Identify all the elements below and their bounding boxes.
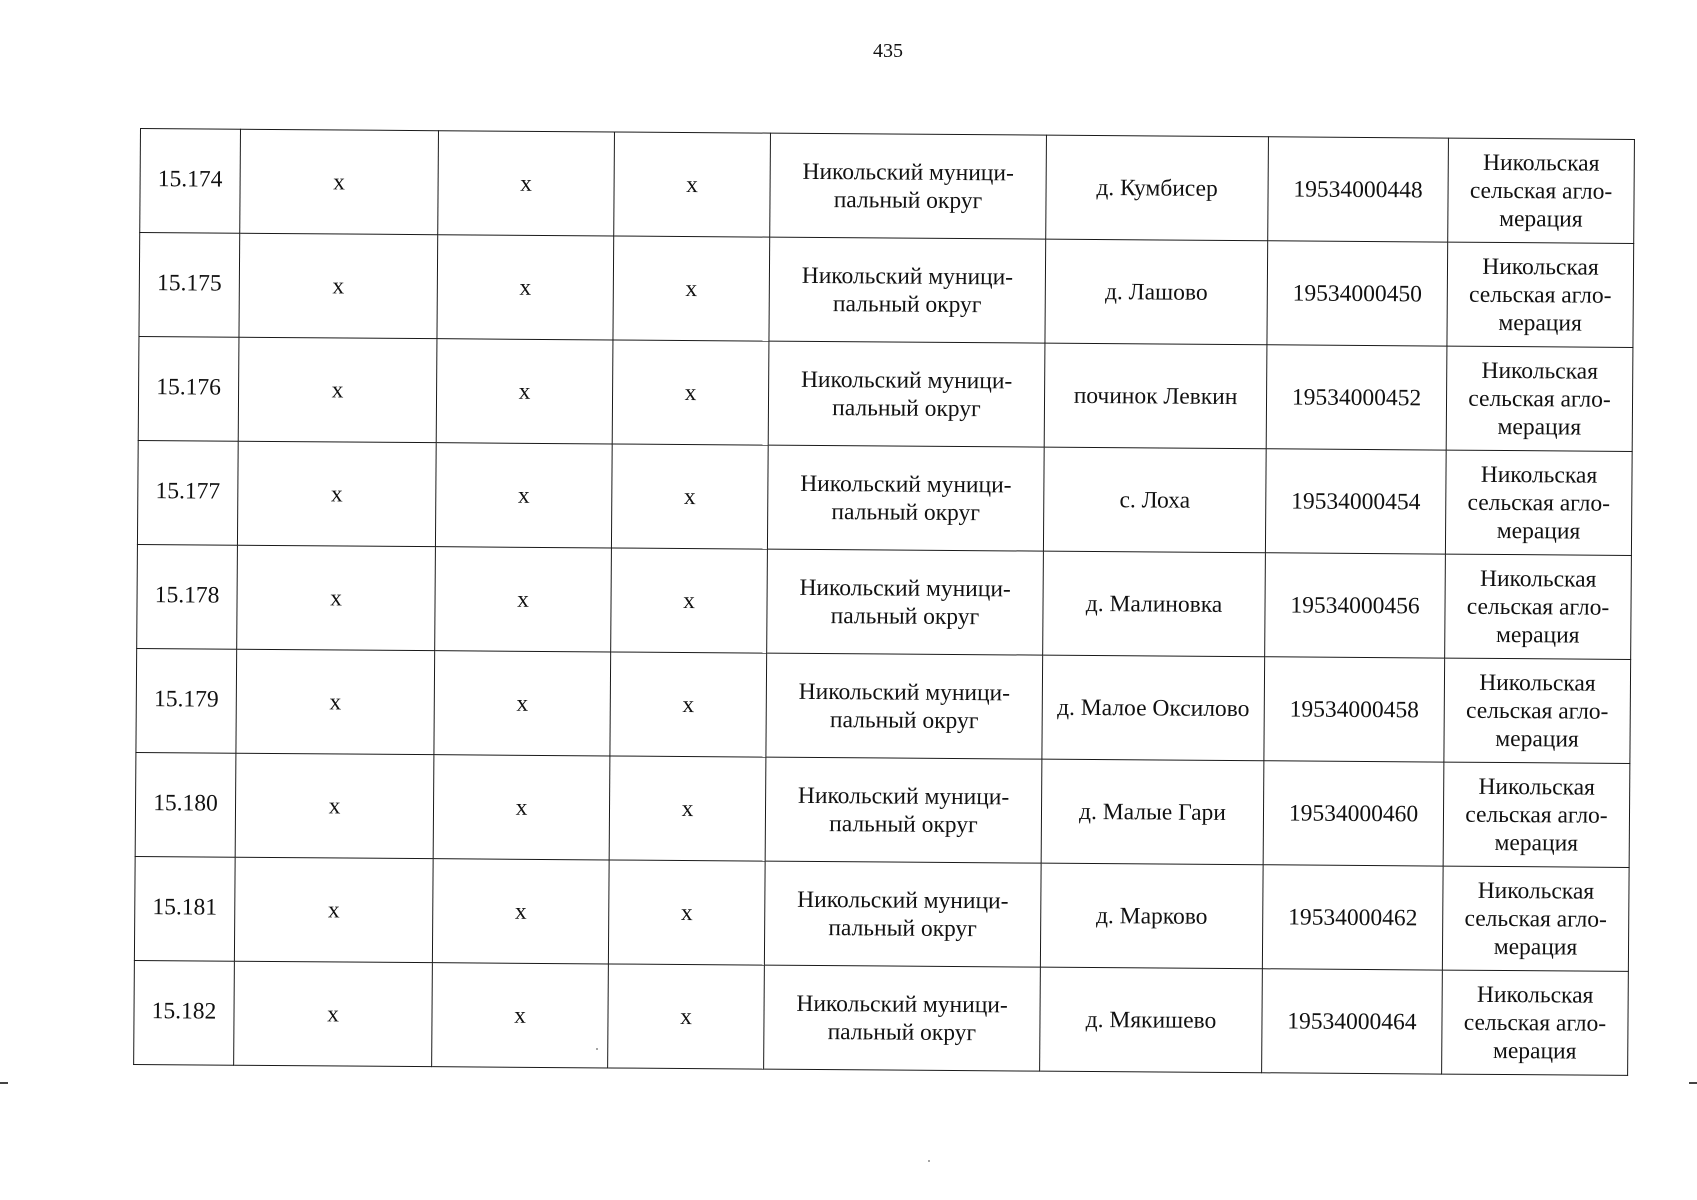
agglomeration-cell: Никольская сельская агло- мерация — [1444, 658, 1631, 763]
table-row — [134, 960, 1629, 1075]
district-cell: Никольский муници- пальный округ — [765, 757, 1042, 863]
settlement-cell: д. Кумбисер — [1046, 135, 1269, 241]
x-cell: х — [611, 548, 768, 653]
district-cell: Никольский муници- пальный округ — [768, 341, 1045, 447]
table-row — [140, 129, 1635, 244]
table-row — [134, 856, 1629, 971]
agglomeration-cell: Никольская сельская агло- мерация — [1442, 866, 1629, 971]
table-container — [133, 128, 1634, 1076]
x-cell: х — [236, 649, 435, 754]
code-cell: 19534000448 — [1268, 137, 1449, 242]
settlement-cell: с. Лоха — [1043, 447, 1266, 553]
row-number-cell: 15.175 — [139, 233, 240, 338]
code-cell: 19534000454 — [1265, 449, 1446, 554]
code-cell: 19534000458 — [1264, 657, 1445, 762]
code-cell: 19534000452 — [1266, 345, 1447, 450]
x-cell: х — [436, 339, 613, 444]
x-cell: х — [609, 756, 766, 861]
scan-speck — [596, 1048, 598, 1050]
settlement-cell: д. Малиновка — [1043, 551, 1266, 657]
agglomeration-cell: Никольская сельская агло- мерация — [1445, 554, 1632, 659]
table-row — [138, 336, 1633, 451]
page-number: 435 — [873, 40, 903, 62]
settlements-table — [133, 128, 1635, 1076]
x-cell: х — [234, 857, 433, 962]
row-number-cell: 15.177 — [137, 440, 238, 545]
x-cell: х — [438, 131, 615, 236]
x-cell: х — [608, 964, 765, 1069]
x-cell: х — [612, 340, 769, 445]
x-cell: х — [238, 337, 437, 442]
x-cell: х — [235, 753, 434, 858]
scan-speck — [928, 1160, 930, 1162]
left-edge-mark — [0, 1082, 8, 1084]
x-cell: х — [434, 651, 611, 756]
x-cell: х — [614, 132, 771, 237]
x-cell: х — [239, 233, 438, 338]
table-row — [137, 440, 1632, 555]
code-cell: 19534000450 — [1267, 241, 1448, 346]
agglomeration-cell: Никольская сельская агло- мерация — [1445, 450, 1632, 555]
x-cell: х — [237, 545, 436, 650]
x-cell: х — [432, 963, 609, 1068]
settlement-cell: д. Малые Гари — [1041, 759, 1264, 865]
row-number-cell: 15.180 — [135, 752, 236, 857]
agglomeration-cell: Никольская сельская агло- мерация — [1448, 138, 1635, 243]
x-cell: х — [240, 129, 439, 234]
settlement-cell: д. Малое Оксилово — [1042, 655, 1265, 761]
x-cell: х — [234, 961, 433, 1066]
table-row — [139, 233, 1634, 348]
x-cell: х — [435, 443, 612, 548]
code-cell: 19534000456 — [1265, 553, 1446, 658]
row-number-cell: 15.179 — [136, 648, 237, 753]
district-cell: Никольский муници- пальный округ — [764, 861, 1041, 967]
district-cell: Никольский муници- пальный округ — [767, 445, 1044, 551]
x-cell: х — [608, 860, 765, 965]
table-row — [135, 752, 1630, 867]
x-cell: х — [435, 547, 612, 652]
x-cell: х — [610, 652, 767, 757]
right-edge-mark — [1689, 1082, 1697, 1084]
agglomeration-cell: Никольская сельская агло- мерация — [1446, 346, 1633, 451]
table-body — [134, 129, 1635, 1076]
x-cell: х — [613, 236, 770, 341]
row-number-cell: 15.181 — [134, 856, 235, 961]
x-cell: х — [611, 444, 768, 549]
district-cell: Никольский муници- пальный округ — [770, 133, 1047, 239]
code-cell: 19534000462 — [1262, 865, 1443, 970]
row-number-cell: 15.178 — [137, 544, 238, 649]
row-number-cell: 15.182 — [134, 960, 235, 1065]
row-number-cell: 15.174 — [140, 129, 241, 234]
code-cell: 19534000460 — [1263, 761, 1444, 866]
x-cell: х — [432, 859, 609, 964]
agglomeration-cell: Никольская сельская агло- мерация — [1443, 762, 1630, 867]
district-cell: Никольский муници- пальный округ — [764, 965, 1041, 1071]
x-cell: х — [237, 441, 436, 546]
row-number-cell: 15.176 — [138, 336, 239, 441]
district-cell: Никольский муници- пальный округ — [769, 237, 1046, 343]
agglomeration-cell: Никольская сельская агло- мерация — [1447, 242, 1634, 347]
settlement-cell: починок Левкин — [1044, 343, 1267, 449]
x-cell: х — [433, 755, 610, 860]
settlement-cell: д. Лашово — [1045, 239, 1268, 345]
table-row — [137, 544, 1632, 659]
x-cell: х — [437, 235, 614, 340]
agglomeration-cell: Никольская сельская агло- мерация — [1442, 970, 1629, 1075]
table-row — [136, 648, 1631, 763]
district-cell: Никольский муници- пальный округ — [767, 549, 1044, 655]
settlement-cell: д. Марково — [1040, 863, 1263, 969]
settlement-cell: д. Мякишево — [1040, 967, 1263, 1073]
code-cell: 19534000464 — [1262, 969, 1443, 1074]
district-cell: Никольский муници- пальный округ — [766, 653, 1043, 759]
